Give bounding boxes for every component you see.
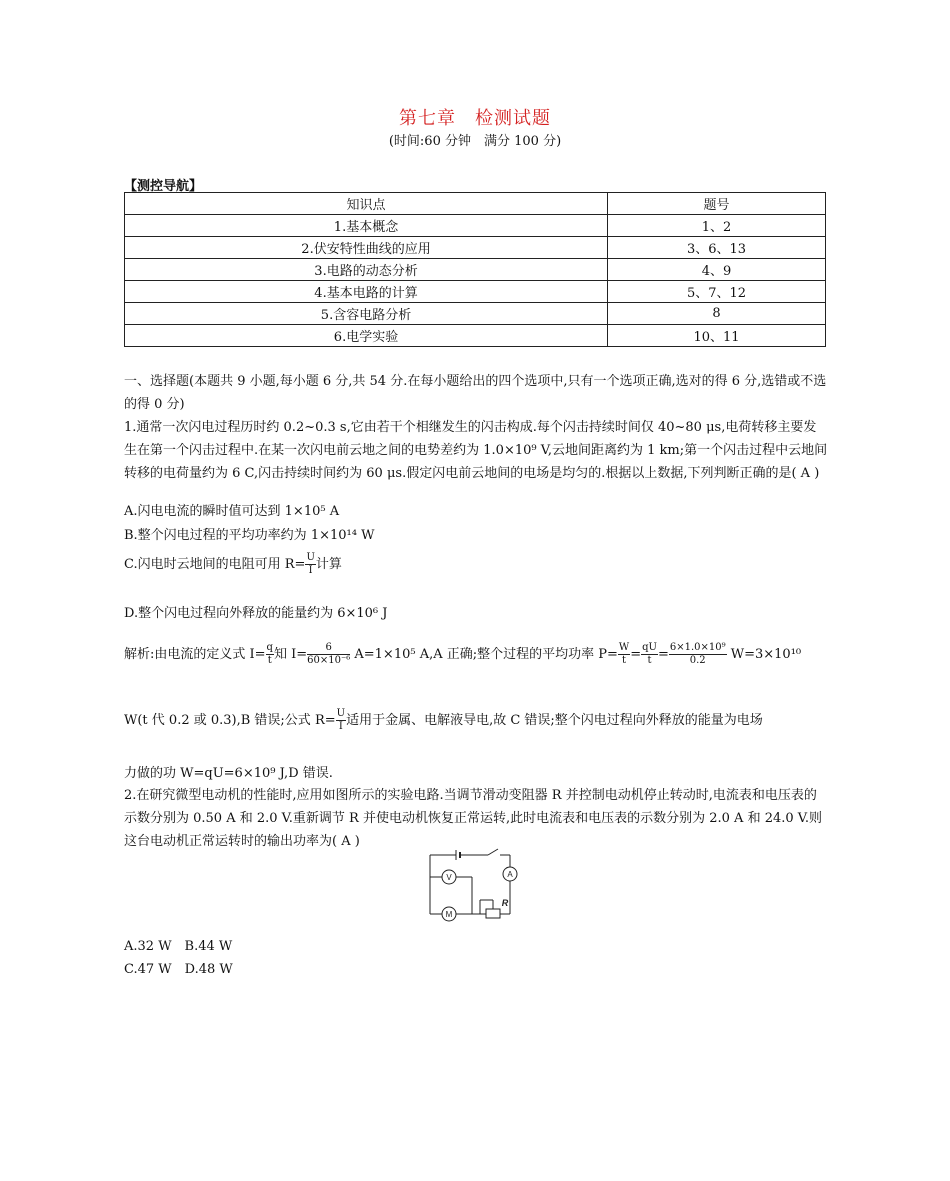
- option-c-suffix: 计算: [315, 557, 342, 572]
- fraction-numerator: U: [336, 708, 346, 719]
- solution-text: W=3×10¹⁰: [726, 647, 802, 662]
- solution-line-2: [124, 708, 763, 733]
- formula-current-value: [307, 642, 350, 667]
- fraction-denominator: t: [267, 655, 272, 666]
- fraction-denominator: 0.2: [689, 655, 706, 666]
- question-1-stem: 1.通常一次闪电过程历时约 0.2~0.3 s,它由若干个相继发生的闪击构成.每个闪击持续时间仅 40~80 μs,电荷转移主要发生在第一个闪击过程中.在某一次闪电前云地之间的电势差约为 1.0×10⁹ V,云地间距离约为 1 km;第一个闪击过程中云地间转移的电荷量约为 6 C,闪击持续时间约为 60 μs.假定闪电前云地间的电场是均匀的.根据以上数据,下列判断正确的是( A ): [124, 420, 828, 481]
- table-row: [125, 303, 826, 325]
- fraction-denominator: t: [647, 655, 652, 666]
- rheostat-icon: [486, 909, 500, 918]
- option-b: B.整个闪电过程的平均功率约为 1×10¹⁴ W: [124, 528, 375, 543]
- table-cell: 4.基本电路的计算: [125, 281, 608, 303]
- table-row: [125, 259, 826, 281]
- equals-sign: =: [630, 647, 642, 662]
- page-title: 第七章 检测试题: [399, 108, 551, 129]
- section-heading: 一、选择题(本题共 9 小题,每小题 6 分,共 54 分.在每小题给出的四个选项中,只有一个选项正确,选对的得 6 分,选错或不选的得 0 分): [124, 374, 827, 412]
- formula-power-value: [669, 642, 727, 667]
- table-cell: 5、7、12: [608, 281, 826, 303]
- table-cell: 1.基本概念: [125, 215, 608, 237]
- table-cell: 2.伏安特性曲线的应用: [125, 237, 608, 259]
- equals-sign: =: [657, 647, 669, 662]
- fraction-denominator: 60×10⁻⁶: [307, 655, 351, 666]
- table-row: [125, 281, 826, 303]
- circuit-diagram: [418, 848, 522, 922]
- solution-text: W(t 代 0.2 或 0.3),B 错误;公式 R=: [124, 713, 336, 728]
- fraction-denominator: I: [308, 565, 313, 576]
- fraction-numerator: W: [618, 642, 630, 653]
- option-c-text: C.闪电时云地间的电阻可用 R=: [124, 557, 306, 572]
- column-header: 题号: [608, 193, 826, 215]
- table-cell: 4、9: [608, 259, 826, 281]
- question-2-stem: 2.在研究微型电动机的性能时,应用如图所示的实验电路.当调节滑动变阻器 R 并控制电动机停止转动时,电流表和电压表的示数分别为 0.50 A 和 2.0 V.重新调节 R 并使电动机恢复正常运转,此时电流表和电压表的示数分别为 2.0 A 和 24.0 V.则这台电动机正常运转时的输出功率为( A ): [124, 788, 823, 849]
- table-row: [125, 215, 826, 237]
- table-cell: 3.电路的动态分析: [125, 259, 608, 281]
- option-cd: C.47 W D.48 W: [124, 962, 233, 977]
- table-cell: 3、6、13: [608, 237, 826, 259]
- ammeter-label: A: [507, 870, 513, 879]
- table-row: [125, 237, 826, 259]
- table-cell: 10、11: [608, 325, 826, 347]
- fraction-numerator: 6×1.0×10⁹: [669, 642, 726, 653]
- fraction-numerator: qU: [642, 642, 657, 653]
- solution-line-1: [124, 642, 801, 667]
- page-subtitle: (时间:60 分钟 满分 100 分): [388, 134, 562, 149]
- option-ab: A.32 W B.44 W: [124, 939, 233, 954]
- fraction-numerator: q: [266, 642, 273, 653]
- table-cell: 6.电学实验: [125, 325, 608, 347]
- solution-text: 解析:由电流的定义式 I=: [124, 647, 266, 662]
- table-header-row: [125, 193, 826, 215]
- table-cell: 8: [608, 303, 826, 325]
- guide-table: [124, 192, 826, 347]
- rheostat-label: R: [501, 898, 509, 908]
- option-d: D.整个闪电过程向外释放的能量约为 6×10⁶ J: [124, 606, 388, 621]
- column-header: 知识点: [125, 193, 608, 215]
- solution-line-3: 力做的功 W=qU=6×10⁹ J,D 错误.: [124, 766, 333, 781]
- guide-heading: 【测控导航】: [124, 179, 203, 194]
- formula-u-over-i: [336, 708, 346, 733]
- solution-text: A=1×10⁵ A,A 正确;整个过程的平均功率 P=: [350, 647, 618, 662]
- option-c: [124, 552, 342, 577]
- motor-label: M: [445, 910, 453, 919]
- fraction-numerator: U: [306, 552, 315, 563]
- table-cell: 5.含容电路分析: [125, 303, 608, 325]
- fraction-denominator: t: [622, 655, 627, 666]
- fraction-denominator: I: [338, 721, 343, 732]
- formula-qu-over-t: [641, 642, 658, 667]
- table-row: [125, 325, 826, 347]
- solution-text: 知 I=: [273, 647, 308, 662]
- solution-text: 适用于金属、电解液导电,故 C 错误;整个闪电过程向外释放的能量为电场: [346, 713, 763, 728]
- voltmeter-label: V: [446, 873, 452, 882]
- formula-u-over-i: [305, 552, 315, 577]
- formula-q-over-t: [266, 642, 274, 667]
- option-a: A.闪电电流的瞬时值可达到 1×10⁵ A: [124, 504, 340, 519]
- fraction-numerator: 6: [307, 642, 350, 655]
- formula-w-over-t: [618, 642, 630, 667]
- table-cell: 1、2: [608, 215, 826, 237]
- switch-icon: [488, 849, 498, 855]
